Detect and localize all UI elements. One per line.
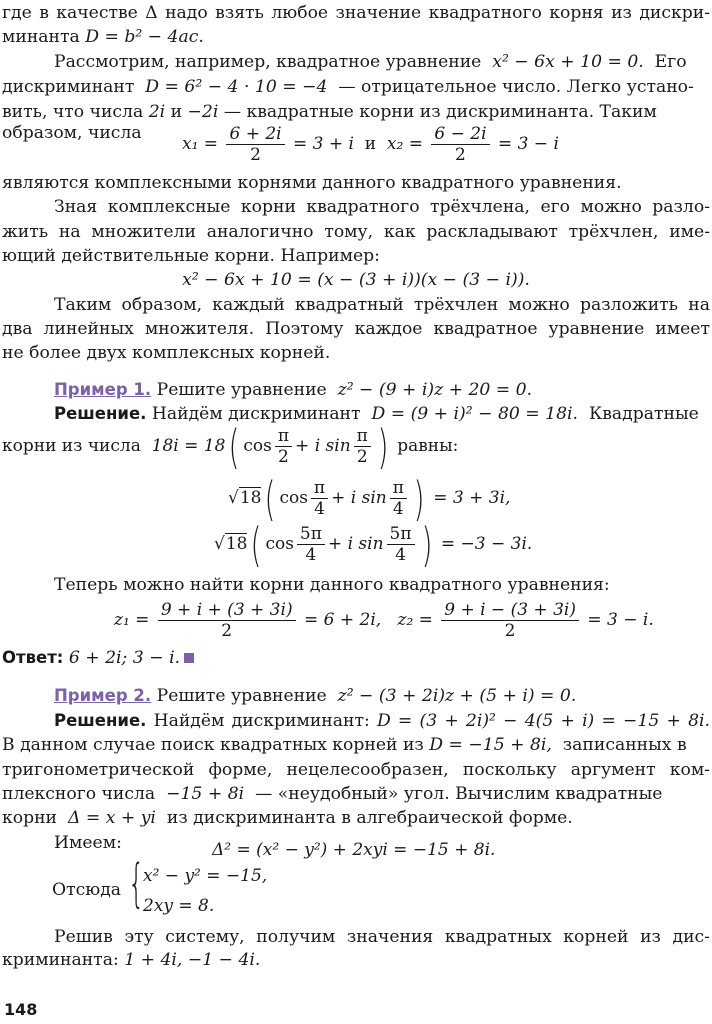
text-line: являются комплексными корнями данного квадратного уравнения. bbox=[2, 173, 622, 193]
example-2-task: Пример 2. Решите уравнение z² − (3 + 2i)z + (5 + i) = 0. bbox=[54, 686, 577, 706]
text-line: Теперь можно найти корни данного квадратного уравнения: bbox=[54, 575, 610, 595]
text-line: криминанта: 1 + 4i, −1 − 4i. bbox=[2, 950, 261, 970]
formula-root-1: √18( cos $\frac{\pi}{4}$ + i sin $\frac{\pi}{4}$ ) = 3 + 3i, bbox=[228, 471, 511, 526]
text-line: Решив эту систему, получим значения квадратных корней из дис- bbox=[54, 927, 710, 947]
page-number: 148 bbox=[4, 1000, 38, 1019]
text-line: Рассмотрим, например, квадратное уравнение x² − 6x + 10 = 0. Его bbox=[54, 52, 687, 72]
formula-factorization: x² − 6x + 10 = (x − (3 + i))(x − (3 − i)). bbox=[182, 270, 530, 290]
system-brace: { bbox=[128, 854, 145, 914]
text-line: не более двух комплексных корней. bbox=[2, 343, 331, 363]
text-line: В данном случае поиск квадратных корней из D = −15 + 8i, записанных в bbox=[2, 735, 687, 755]
end-of-example-marker bbox=[184, 653, 194, 663]
system-eq-2: 2xy = 8. bbox=[143, 896, 215, 916]
text-line: Имеем: bbox=[54, 833, 122, 853]
example-1-task: Пример 1. Решите уравнение z² − (9 + i)z + 20 = 0. bbox=[54, 380, 533, 400]
text-line: Зная комплексные корни квадратного трёхчлена, его можно разло- bbox=[54, 197, 710, 217]
example-2-solution: Решение. Найдём дискриминант: D = (3 + 2i)² − 4(5 + i) = −15 + 8i. bbox=[54, 711, 710, 731]
text-line: плексного числа −15 + 8i — «неудобный» угол. Вычислим квадратные bbox=[2, 784, 663, 804]
text-line: дискриминант D = 6² − 4 · 10 = −4 — отрицательное число. Легко устано- bbox=[2, 77, 694, 97]
text-line: минанта D = b² − 4ac. bbox=[2, 27, 204, 47]
text-line: тригонометрической форме, нецелесообразен, поскольку аргумент ком- bbox=[2, 760, 710, 780]
text-line: Отсюда bbox=[52, 880, 122, 900]
text-line: вить, что числа 2i и −2i — квадратные корни из дискриминанта. Таким bbox=[2, 102, 657, 122]
text-line: образом, числа bbox=[2, 123, 142, 143]
formula-root-2: √18( cos $\frac{5\pi}{4}$ + i sin $\frac{5\pi}{4}$ ) = −3 − 3i. bbox=[214, 517, 533, 572]
text-line: ющий действительные корни. Например: bbox=[2, 246, 380, 266]
text-line: жить на множители аналогично тому, как раскладывают трёхчлен, име- bbox=[2, 222, 710, 242]
example-1-solution: Решение. Найдём дискриминант D = (9 + i)² − 80 = 18i. Квадратные bbox=[54, 404, 699, 424]
example-1-answer: Ответ: 6 + 2i; 3 − i. bbox=[2, 645, 710, 671]
text-line: корни Δ = x + yi из дискриминанта в алгебраической форме. bbox=[2, 808, 573, 828]
formula-x1-x2: x₁ = $\frac{6 + 2i}{2}$ = 3 + i и x₂ = $\frac{6 - 2i}{2}$ = 3 − i bbox=[182, 124, 559, 165]
example-1-label: Пример 1. bbox=[54, 380, 152, 399]
formula-trig-18i: корни из числа 18i = 18( cos $\frac{\pi}{2}$ + i sin $\frac{\pi}{2}$ ) равны: bbox=[2, 419, 459, 474]
formula-z1-z2: z₁ = $\frac{9 + i + (3 + 3i)}{2}$ = 6 + 2i, z₂ = $\frac{9 + i - (3 + 3i)}{2}$ = 3 − i. bbox=[114, 600, 654, 641]
example-2-label: Пример 2. bbox=[54, 686, 152, 705]
system-eq-1: x² − y² = −15, bbox=[143, 866, 268, 886]
text-line: Таким образом, каждый квадратный трёхчлен можно разложить на bbox=[54, 295, 710, 315]
formula-delta-squared: Δ² = (x² − y²) + 2xyi = −15 + 8i. bbox=[212, 840, 496, 860]
text-line: где в качестве Δ надо взять любое значение квадратного корня из дискри- bbox=[2, 3, 710, 23]
text-line: два линейных множителя. Поэтому каждое квадратное уравнение имеет bbox=[2, 319, 710, 339]
